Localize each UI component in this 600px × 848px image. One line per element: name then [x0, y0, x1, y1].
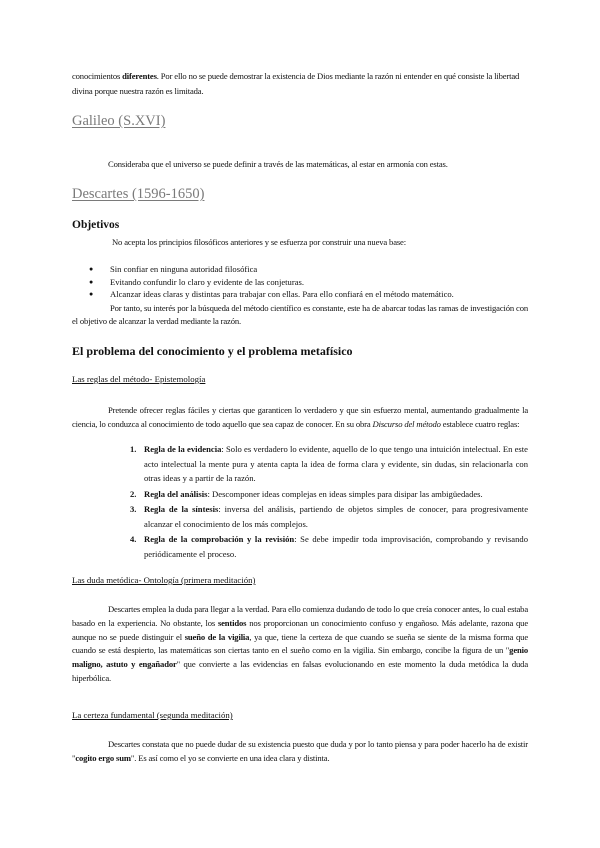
- regla-text: : inversa del análisis, partiendo de objetos simples de conocer, para progresivamente alcanzar el conocimiento de los más complejos.: [144, 504, 529, 529]
- certeza-subheading: La certeza fundamental (segunda meditación): [72, 710, 233, 720]
- discurso-title: Discurso del método: [372, 419, 441, 429]
- duda-text-c: , ya que, tiene la certeza de que cuando se sueña se siente de la misma forma que cuando se está despierto, las matemáticas son ciertas tanto en el sueño como en la vigilia. Sin embargo, concibe la figura de un ": [72, 631, 528, 656]
- regla-text: : Se debe impedir toda improvisación, comprobando y revisando periódicamente el proceso.: [144, 534, 528, 559]
- regla-title: Regla de la evidencia: [144, 444, 222, 454]
- reglas-list: [130, 442, 528, 562]
- regla-title: Regla de la comprobación y la revisión: [144, 534, 295, 544]
- regla-number: 1.: [130, 444, 137, 454]
- descartes-heading: Descartes (1596-1650): [72, 186, 205, 202]
- regla-number: 2.: [130, 488, 137, 499]
- duda-bold-sentidos: sentidos: [217, 617, 247, 628]
- reglas-intro-b: establece cuatro reglas:: [440, 419, 520, 429]
- objetivos-intro: No acepta los principios filosóficos anteriores y se esfuerza por construir una nueva base:: [112, 237, 406, 247]
- objetivos-list: [89, 263, 529, 301]
- duda-text-d: " que convierte a las evidencias en falsas evolucionando en este momento la duda metódica la duda hiperbólica.: [72, 659, 528, 683]
- objetivos-close-text: Por tanto, su interés por la búsqueda del método científico es constante, este ha de abarcar todas las ramas de investigación con el objetivo de alcanzar la verdad mediante la razón.: [72, 303, 528, 326]
- regla-title: Regla de la síntesis: [144, 504, 219, 514]
- objetivos-item: ● Sin confiar en ninguna autoridad filosófica: [89, 263, 529, 276]
- reglas-intro: [72, 403, 528, 431]
- regla-number: 4.: [130, 534, 137, 544]
- regla-text: : Solo es verdadero lo evidente, aquello de lo que tengo una intuición intelectual. En este acto intelectual la mente pura y atenta capta la idea de forma clara y evidente, sin dudas, sin relacionarla con otras ideas y a partir de la razón.: [144, 444, 528, 483]
- duda-paragraph: [72, 603, 528, 686]
- duda-text-b: nos proporcionan un conocimiento confuso y engañoso. Más adelante, razona que aunque no se puede distinguir el: [72, 617, 528, 642]
- certeza-text-b: ". Es así como el yo se convierte en una idea clara y distinta.: [130, 753, 330, 763]
- duda-bold-sueno: sueño de la vigilia: [184, 631, 250, 642]
- duda-text-a: Descartes emplea la duda para llegar a la verdad. Para ello comienza dudando de todo lo que creía conocer antes, lo cual estaba basado en la experiencia. No obstante, los: [72, 604, 528, 628]
- reglas-intro-a: Pretende ofrecer reglas fáciles y ciertas que garanticen lo verdadero y que sin esfuerzo mental, aumentando gradualmente la ciencia, lo conduzca al conocimiento de todo aquello que sea capaz de conocer. En su obra: [72, 405, 528, 429]
- certeza-paragraph: [72, 737, 528, 765]
- regla-item: [130, 502, 528, 531]
- intro-text-b: . Por ello no se puede demostrar la existencia de Dios mediante la razón ni entender en qué consiste la libertad divina porque nuestra razón es limitada.: [72, 71, 520, 96]
- objetivos-close: [72, 302, 528, 328]
- objetivos-heading: Objetivos: [72, 219, 120, 231]
- objetivos-item: ● Alcanzar ideas claras y distintas para trabajar con ellas. Para ello confiará en el método matemático.: [89, 288, 529, 301]
- reglas-subheading: Las reglas del método- Epistemología: [72, 374, 206, 384]
- regla-text: : Descomponer ideas complejas en ideas simples para disipar las ambigüedades.: [207, 488, 483, 499]
- regla-number: 3.: [130, 504, 137, 514]
- regla-item: [130, 487, 528, 502]
- regla-item: [130, 532, 528, 561]
- regla-title: Regla del análisis: [144, 488, 208, 499]
- problema-heading: El problema del conocimiento y el problema metafísico: [72, 344, 353, 358]
- intro-text-a: conocimientos: [72, 71, 123, 81]
- galileo-heading: Galileo (S.XVI): [72, 113, 166, 129]
- certeza-bold-cogito: cogito ergo sum: [75, 753, 131, 763]
- intro-bold: diferentes: [122, 71, 157, 81]
- duda-subheading: Las duda metódica- Ontología (primera meditación): [72, 575, 256, 585]
- duda-bold-genio: genio maligno, astuto y engañador: [72, 645, 528, 670]
- certeza-text-a: Descartes constata que no puede dudar de su existencia puesto que duda y por lo tanto piensa y para poder hacerlo ha de existir ": [72, 739, 528, 763]
- regla-item: [130, 442, 528, 486]
- galileo-text: Consideraba que el universo se puede definir a través de las matemáticas, al estar en armonía con estas.: [108, 159, 448, 169]
- objetivos-item: ● Evitando confundir lo claro y evidente de las conjeturas.: [89, 276, 529, 289]
- intro-paragraph: [72, 69, 528, 99]
